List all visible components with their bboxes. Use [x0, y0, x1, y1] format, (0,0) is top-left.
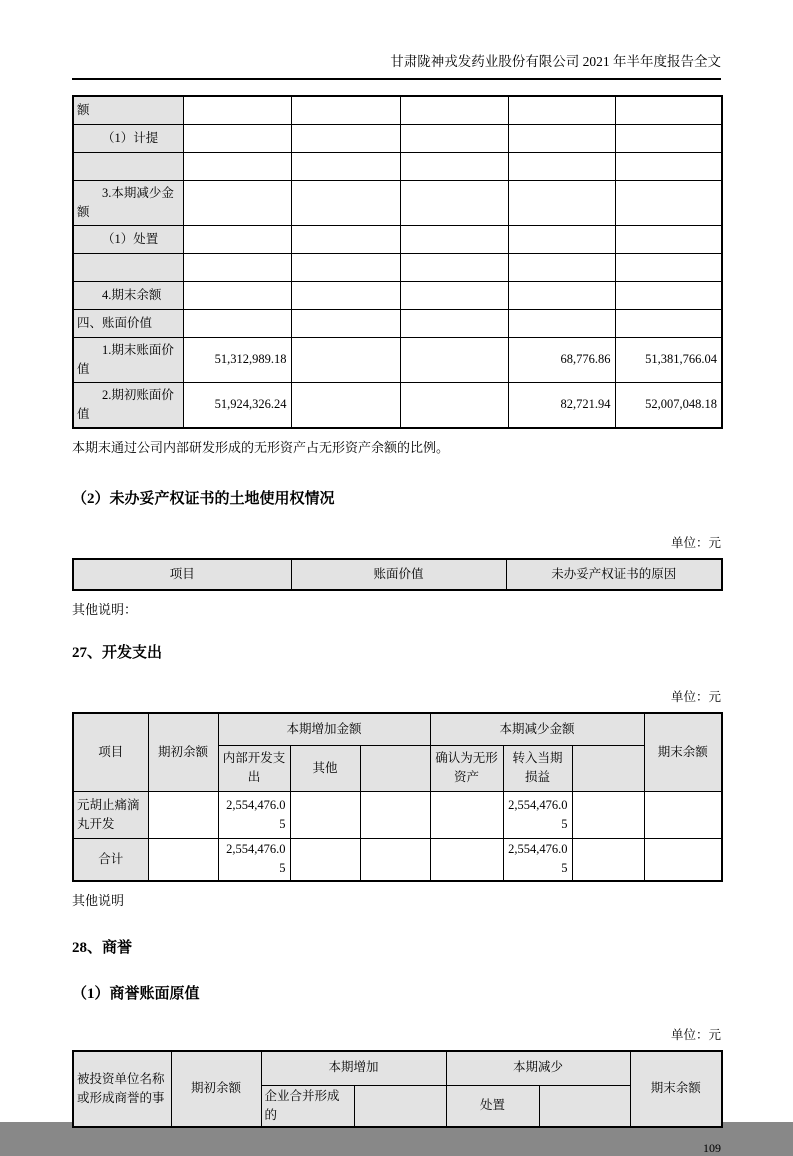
column-header: 期初余额: [171, 1051, 261, 1128]
cell: [360, 838, 430, 880]
row-label: 3.本期减少金额: [73, 180, 183, 225]
cell: 2,554,476.05: [503, 791, 572, 838]
cell: [360, 791, 430, 838]
cell: [644, 791, 722, 838]
table-header-row: [73, 713, 722, 746]
row-label: 元胡止痛滴丸开发: [73, 791, 148, 838]
column-header: [572, 745, 644, 791]
column-group-header: 本期减少金额: [430, 713, 644, 746]
column-header: 期末余额: [644, 713, 722, 792]
cell: 68,776.86: [508, 337, 615, 382]
cell: [291, 281, 400, 309]
cell: [615, 152, 722, 180]
cell: [615, 124, 722, 152]
cell: [615, 225, 722, 253]
ratio-note: 本期末通过公司内部研发形成的无形资产占无形资产余额的比例。: [72, 439, 450, 455]
cell: [400, 180, 508, 225]
cell: [183, 309, 291, 337]
table-row: [73, 180, 722, 225]
dev-expenditure-table: [72, 712, 723, 882]
table-row: [73, 382, 722, 428]
table-row: [73, 253, 722, 281]
cell: 2,554,476.05: [218, 791, 290, 838]
cell: [183, 253, 291, 281]
column-header: 内部开发支出: [218, 745, 290, 791]
goodwill-subsection-heading: （1）商誉账面原值: [72, 985, 200, 1002]
page-header-title: 甘肃陇神戎发药业股份有限公司 2021 年半年度报告全文: [72, 54, 721, 80]
goodwill-section-heading: 28、商誉: [72, 939, 133, 956]
cell: [291, 152, 400, 180]
cell: [400, 96, 508, 125]
cell: [291, 337, 400, 382]
cell: [148, 791, 218, 838]
cell: [615, 309, 722, 337]
column-header: 确认为无形资产: [430, 745, 503, 791]
column-group-header: 本期减少: [446, 1051, 630, 1086]
cell: [572, 838, 644, 880]
table-row: [73, 281, 722, 309]
table-row: [73, 225, 722, 253]
cell: 51,381,766.04: [615, 337, 722, 382]
column-header: 处置: [446, 1085, 539, 1127]
cell: 2,554,476.05: [503, 838, 572, 880]
row-label: （1）处置: [73, 225, 183, 253]
land-section-heading: （2）未办妥产权证书的土地使用权情况: [72, 490, 335, 507]
column-header: 项目: [73, 713, 148, 792]
cell: [508, 152, 615, 180]
table-row: [73, 124, 722, 152]
cell: [508, 96, 615, 125]
row-label: [73, 152, 183, 180]
cell: [291, 382, 400, 428]
table-row: [73, 791, 722, 838]
other-note: 其他说明：: [72, 601, 138, 617]
cell: [400, 281, 508, 309]
cell: [183, 180, 291, 225]
cell: [615, 96, 722, 125]
cell: [290, 791, 360, 838]
column-header: 期初余额: [148, 713, 218, 792]
table-row: [73, 96, 722, 125]
cell: [508, 309, 615, 337]
column-group-header: 本期增加: [261, 1051, 446, 1086]
dev-section-heading: 27、开发支出: [72, 644, 163, 661]
cell: [508, 225, 615, 253]
cell: [430, 838, 503, 880]
cell: [615, 253, 722, 281]
cell: [290, 838, 360, 880]
cell: [183, 152, 291, 180]
table-row: [73, 838, 722, 880]
page-number: 109: [703, 1141, 721, 1156]
table-row: [73, 337, 722, 382]
cell: [508, 124, 615, 152]
cell: [508, 281, 615, 309]
cell: [183, 96, 291, 125]
column-header: 未办妥产权证书的原因: [506, 559, 722, 590]
cell: [291, 124, 400, 152]
column-header: 项目: [73, 559, 291, 590]
row-label: 2.期初账面价值: [73, 382, 183, 428]
cell: 51,312,989.18: [183, 337, 291, 382]
column-header: [354, 1085, 446, 1127]
unit-label: 单位：元: [670, 689, 721, 704]
row-label: （1）计提: [73, 124, 183, 152]
cell: [400, 253, 508, 281]
row-label: 合计: [73, 838, 148, 880]
cell: 82,721.94: [508, 382, 615, 428]
cell: [291, 309, 400, 337]
cell: [615, 281, 722, 309]
table-row: [73, 152, 722, 180]
cell: [183, 281, 291, 309]
cell: [148, 838, 218, 880]
cell: [430, 791, 503, 838]
cell: [400, 337, 508, 382]
column-header: 其他: [290, 745, 360, 791]
cell: [400, 152, 508, 180]
row-label: [73, 253, 183, 281]
land-table: [72, 558, 723, 591]
cell: [400, 124, 508, 152]
column-header: [539, 1085, 630, 1127]
row-label: 额: [73, 96, 183, 125]
cell: 2,554,476.05: [218, 838, 290, 880]
column-header: 账面价值: [291, 559, 506, 590]
cell: 52,007,048.18: [615, 382, 722, 428]
column-header: [360, 745, 430, 791]
cell: [400, 382, 508, 428]
row-label: 四、账面价值: [73, 309, 183, 337]
table-header-row: [73, 559, 722, 590]
column-header: 转入当期损益: [503, 745, 572, 791]
cell: [508, 253, 615, 281]
table-header-row: [73, 1051, 722, 1086]
cell: [508, 180, 615, 225]
amortization-table: [72, 95, 723, 429]
column-header: 期末余额: [630, 1051, 722, 1128]
row-label: 4.期末余额: [73, 281, 183, 309]
cell: [400, 309, 508, 337]
cell: [291, 225, 400, 253]
column-group-header: 本期增加金额: [218, 713, 430, 746]
column-header: 被投资单位名称或形成商誉的事: [73, 1051, 171, 1128]
cell: [572, 791, 644, 838]
unit-label: 单位：元: [670, 1027, 721, 1042]
goodwill-table: [72, 1050, 723, 1129]
cell: [291, 253, 400, 281]
cell: [183, 124, 291, 152]
cell: [400, 225, 508, 253]
row-label: 1.期末账面价值: [73, 337, 183, 382]
unit-label: 单位：元: [670, 535, 721, 550]
other-note: 其他说明: [72, 892, 125, 908]
cell: [183, 225, 291, 253]
column-header: 企业合并形成的: [261, 1085, 354, 1127]
cell: [644, 838, 722, 880]
cell: [291, 96, 400, 125]
cell: [615, 180, 722, 225]
cell: [291, 180, 400, 225]
table-row: [73, 309, 722, 337]
cell: 51,924,326.24: [183, 382, 291, 428]
